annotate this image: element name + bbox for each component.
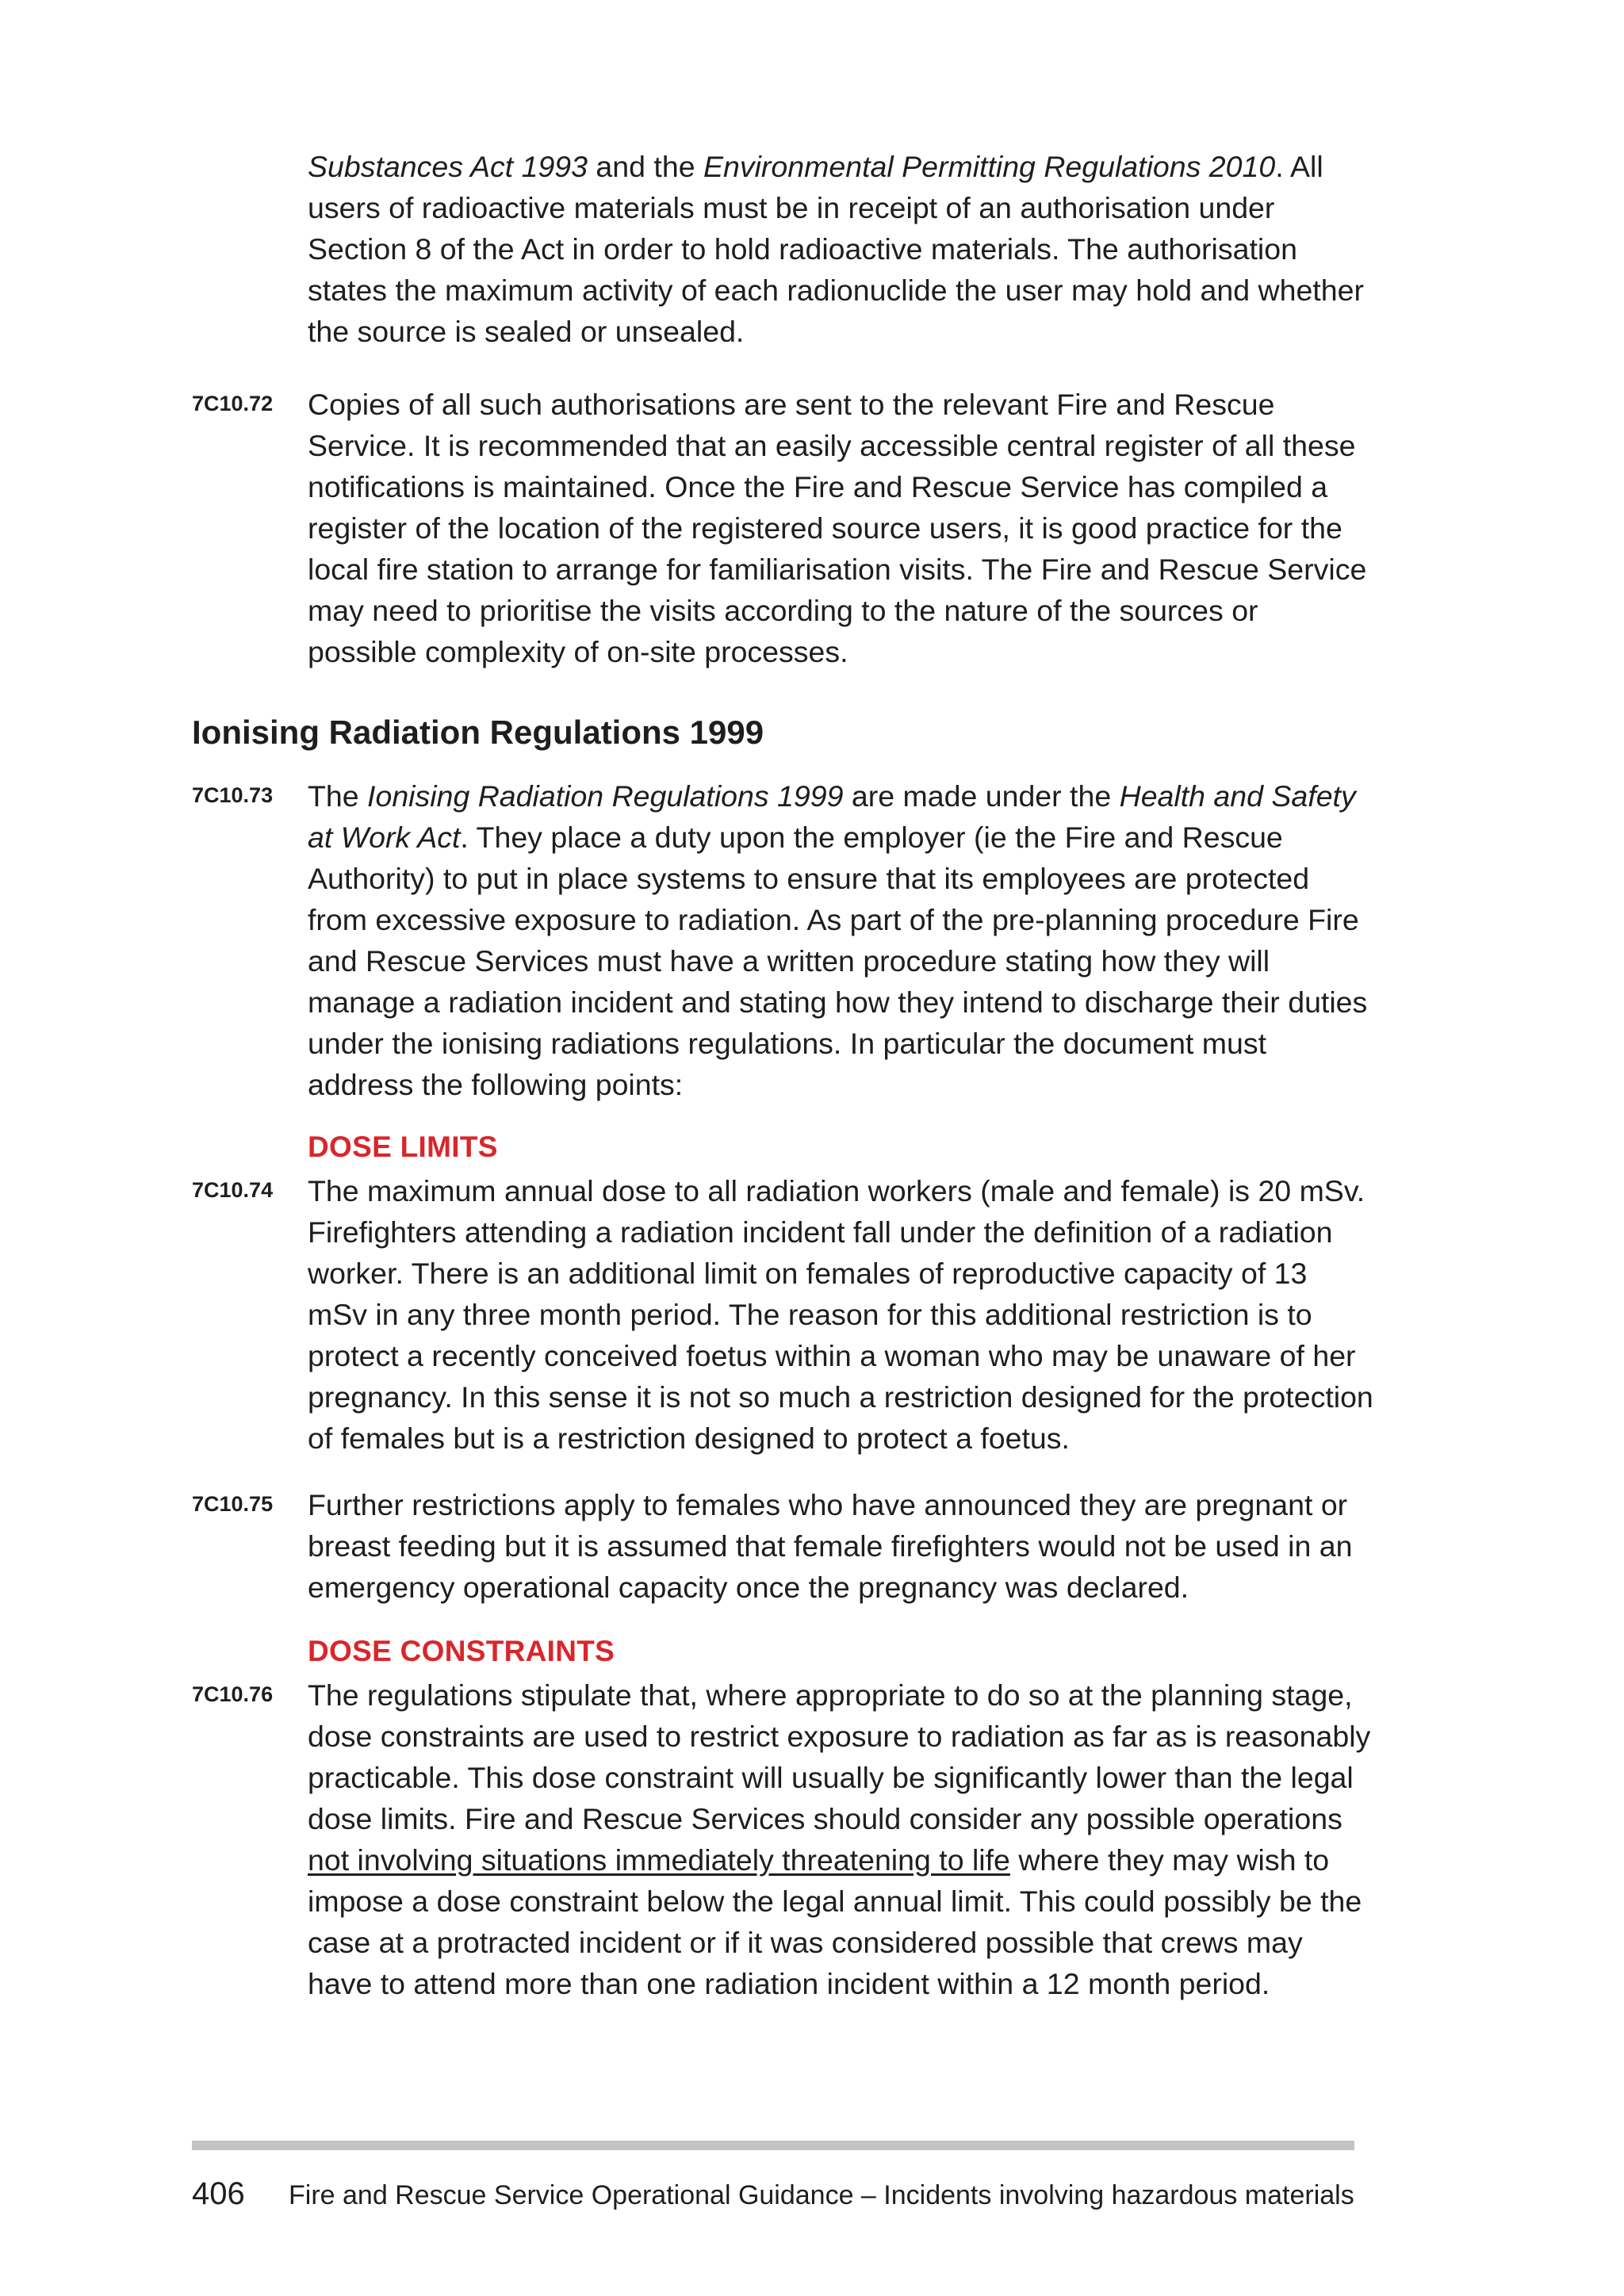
paragraph-body — [308, 775, 1373, 1105]
paragraph-number: 7C10.74 — [192, 1178, 274, 1202]
paragraph-body: The maximum annual dose to all radiation workers (male and female) is 20 mSv. Firefighters attending a radiation incident fall under the definition of a radiation worker. There is an additional limit on females of reproductive capacity of 13 mSv in any three month period. The reason for this additional restriction is to protect a recently conceived foetus within a woman who may be unaware of her pregnancy. In this sense it is not so much a restriction designed for the protection of females but is a restriction designed to protect a foetus. — [308, 1174, 1373, 1455]
paragraph-7c10-72 — [192, 384, 1373, 672]
underlined-text: not involving situations immediately threatening to life — [308, 1843, 1010, 1877]
paragraph-7c10-74 — [192, 1170, 1373, 1459]
intro-paragraph — [308, 146, 1378, 352]
italic-regulation-title: Ionising Radiation Regulations 1999 — [367, 779, 844, 813]
paragraph-number: 7C10.72 — [192, 392, 274, 415]
paragraph-number: 7C10.73 — [192, 783, 274, 807]
intro-text-a: and the — [588, 150, 703, 183]
paragraph-7c10-75 — [192, 1484, 1373, 1608]
paragraph-body: Copies of all such authorisations are sent to the relevant Fire and Rescue Service. It is recommended that an easily accessible central register of all these notifications is maintained. Once the Fire and Rescue Service has compiled a register of the location of the registered source users, it is good practice for the local fire station to arrange for familiarisation visits. The Fire and Rescue Service may need to prioritise the visits according to the nature of the sources or possible complexity of on-site processes. — [308, 388, 1367, 668]
subheading-dose-constraints: DOSE CONSTRAINTS — [308, 1635, 615, 1667]
paragraph-text: are made under the — [843, 779, 1120, 813]
intro-italic-regulations: Environmental Permitting Regulations 2010 — [703, 150, 1276, 183]
footer-divider — [192, 2141, 1354, 2150]
paragraph-text: where they may wish to impose a dose constraint below the legal annual limit. This could possibly be the case at a protracted incident or if it was considered possible that crews may have to attend more than one radiation incident within a 12 month period. — [308, 1843, 1362, 2000]
footer-document-title: Fire and Rescue Service Operational Guidance – Incidents involving hazardous materials — [289, 2180, 1354, 2210]
paragraph-number: 7C10.75 — [192, 1492, 274, 1516]
paragraph-text: The regulations stipulate that, where appropriate to do so at the planning stage, dose constraints are used to restrict exposure to radiation as far as is reasonably practicable. This dose constraint will usually be significantly lower than the legal dose limits. Fire and Rescue Services should consider any possible operations — [308, 1678, 1371, 1835]
footer-page-number: 406 — [192, 2176, 245, 2211]
italic-act-title: Health and Safety at Work Act — [308, 779, 1356, 854]
paragraph-7c10-76 — [192, 1674, 1373, 2004]
subheading-dose-limits: DOSE LIMITS — [308, 1131, 498, 1163]
intro-text-b: . All users of radioactive materials must be in receipt of an authorisation under Section 8 of the Act in order to hold radioactive materials. The authorisation states the maximum activity of each radionuclide the user may hold and whether the source is sealed or unsealed. — [308, 150, 1364, 348]
paragraph-text: The — [308, 779, 368, 813]
intro-italic-act: Substances Act 1993 — [308, 150, 588, 183]
paragraph-text: . They place a duty upon the employer (ie the Fire and Rescue Authority) to put in place systems to ensure that its employees are protected from excessive exposure to radiation. As part of the pre-planning procedure Fire and Rescue Services must have a written procedure stating how they will manage a radiation incident and stating how they intend to discharge their duties under the ionising radiations regulations. In particular the document must address the following points: — [308, 821, 1368, 1101]
paragraph-body — [308, 1674, 1373, 2004]
paragraph-number: 7C10.76 — [192, 1682, 274, 1706]
paragraph-body: Further restrictions apply to females who have announced they are pregnant or breast feeding but it is assumed that female firefighters would not be used in an emergency operational capacity once the pregnancy was declared. — [308, 1488, 1353, 1604]
paragraph-7c10-73 — [192, 775, 1373, 1105]
section-heading: Ionising Radiation Regulations 1999 — [192, 714, 764, 751]
